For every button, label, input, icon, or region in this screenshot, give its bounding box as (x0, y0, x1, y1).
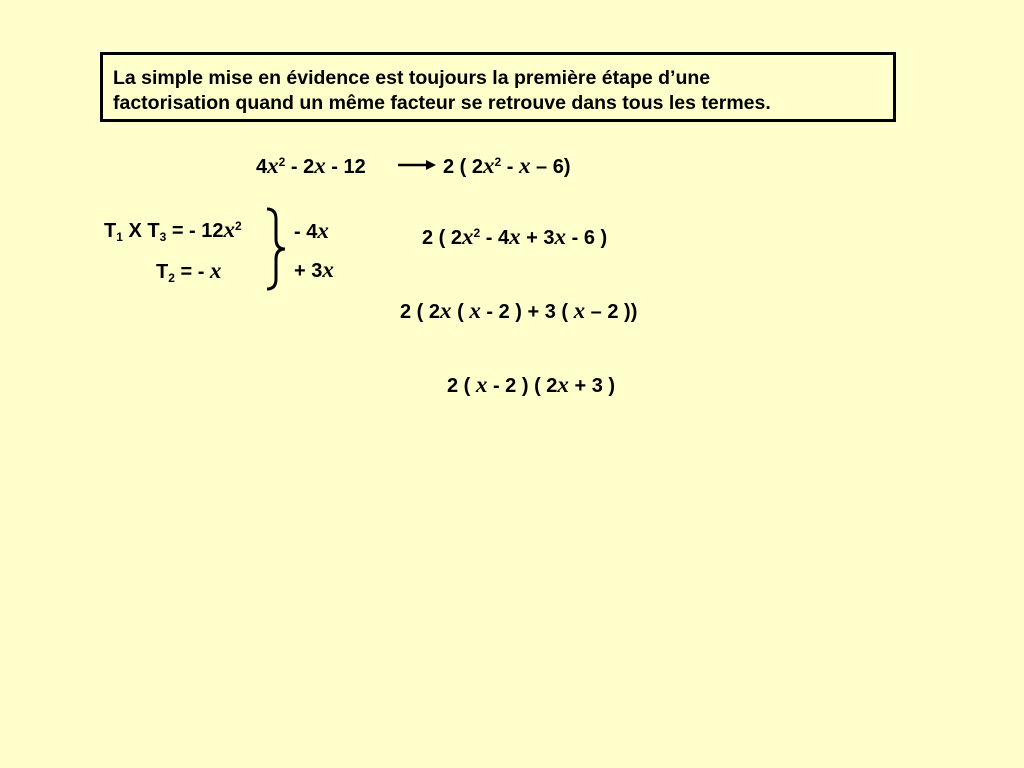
arrow-right-icon (398, 158, 438, 172)
variable-x: x (267, 153, 279, 178)
note-line-2: factorisation quand un même facteur se retrouve dans tous les termes. (113, 92, 771, 114)
split-term-negative: - 4x (294, 218, 329, 243)
variable-x: x (573, 298, 586, 323)
variable-x: x (519, 153, 531, 178)
variable-x: x (469, 298, 481, 323)
variable-x: x (475, 372, 488, 397)
variable-x: x (509, 224, 521, 249)
grouped-expression: 2 ( 2x ( x - 2 ) + 3 ( x – 2 )) (400, 298, 638, 323)
product-t1-t3: $T_1$ X $T_3$ = - $12x^2$ (104, 217, 242, 244)
note-box (100, 52, 896, 122)
variable-x: x (554, 224, 567, 249)
final-factorization: 2 ( x - 2 ) ( 2x + 3 ) (447, 372, 616, 397)
variable-x: x (314, 153, 326, 178)
variable-x: x (557, 372, 569, 397)
variable-x: x (483, 153, 495, 178)
curly-brace-icon (263, 207, 289, 291)
variable-x: x (317, 218, 329, 243)
note-line-1: La simple mise en évidence est toujours la première étape d’une (113, 67, 711, 89)
variable-x: x (223, 217, 236, 242)
variable-x: x (440, 298, 452, 323)
split-term-positive: + 3x (294, 257, 334, 282)
variable-x: x (209, 258, 222, 283)
middle-term-t2: $T_2$ = - x (156, 258, 222, 285)
variable-x: x (322, 257, 334, 282)
expanded-expression: 2 ( $2x^2 - 4x + 3x - 6$ ) (422, 224, 608, 249)
first-factorization: 2 ( $2x^2$ - x – 6) (443, 153, 571, 178)
variable-x: x (462, 224, 474, 249)
polynomial-expression: $4x^2 - 2x - 12$ (256, 153, 366, 178)
